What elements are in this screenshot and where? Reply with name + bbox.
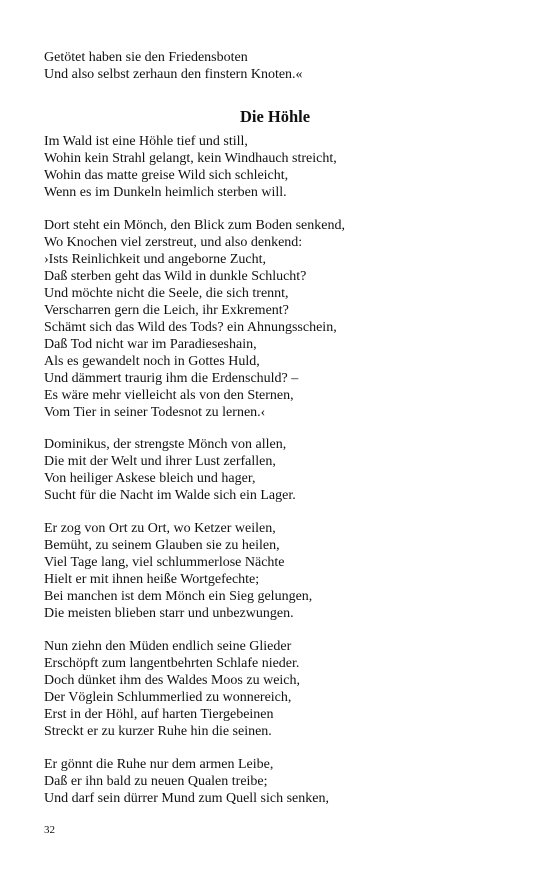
verse-line: Daß sterben geht das Wild in dunkle Schlucht? bbox=[44, 269, 307, 284]
verse-line: Getötet haben sie den Friedensboten bbox=[44, 50, 248, 65]
verse-line: Erschöpft zum langentbehrten Schlafe nieder. bbox=[44, 656, 300, 671]
verse-line: Wohin kein Strahl gelangt, kein Windhauch streicht, bbox=[44, 151, 337, 166]
verse-line: Und dämmert traurig ihm die Erdenschuld? – bbox=[44, 371, 299, 386]
verse-line: Daß Tod nicht war im Paradieseshain, bbox=[44, 337, 257, 352]
verse-line: Dort steht ein Mönch, den Blick zum Boden senkend, bbox=[44, 218, 345, 233]
verse-line: Im Wald ist eine Höhle tief und still, bbox=[44, 134, 248, 149]
verse-line: Die meisten blieben starr und unbezwungen. bbox=[44, 606, 294, 621]
stanza-4 bbox=[44, 520, 514, 622]
verse-line: Schämt sich das Wild des Tods? ein Ahnungsschein, bbox=[44, 320, 337, 335]
verse-line: Sucht für die Nacht im Walde sich ein Lager. bbox=[44, 488, 296, 503]
stanza-6 bbox=[44, 756, 514, 807]
verse-line: Bemüht, zu seinem Glauben sie zu heilen, bbox=[44, 538, 280, 553]
verse-line: ›Ists Reinlichkeit und angeborne Zucht, bbox=[44, 252, 266, 267]
verse-line: Dominikus, der strengste Mönch von allen, bbox=[44, 437, 287, 452]
verse-line: Er zog von Ort zu Ort, wo Ketzer weilen, bbox=[44, 521, 276, 536]
verse-line: Viel Tage lang, viel schlummerlose Nächte bbox=[44, 555, 285, 570]
verse-line: Wenn es im Dunkeln heimlich sterben will. bbox=[44, 185, 287, 200]
verse-line: Als es gewandelt noch in Gottes Huld, bbox=[44, 354, 260, 369]
verse-line: Doch dünket ihm des Waldes Moos zu weich, bbox=[44, 673, 301, 688]
poem-title: Die Höhle bbox=[239, 107, 311, 126]
stanza-2 bbox=[44, 217, 514, 421]
verse-line: Streckt er zu kurzer Ruhe hin die seinen. bbox=[44, 724, 272, 739]
verse-line: Verscharren gern die Leich, ihr Exkrement? bbox=[44, 303, 289, 318]
verse-line: Und also selbst zerhaun den finstern Knoten.« bbox=[44, 67, 303, 82]
stanza-5 bbox=[44, 638, 514, 740]
verse-line: Nun ziehn den Müden endlich seine Glieder bbox=[44, 639, 292, 654]
verse-line: Die mit der Welt und ihrer Lust zerfallen, bbox=[44, 454, 276, 469]
verse-line: Daß er ihn bald zu neuen Qualen treibe; bbox=[44, 774, 268, 789]
verse-line: Hielt er mit ihnen heiße Wortgefechte; bbox=[44, 572, 260, 587]
verse-line: Erst in der Höhl, auf harten Tiergebeinen bbox=[44, 707, 274, 722]
verse-line: Er gönnt die Ruhe nur dem armen Leibe, bbox=[44, 757, 274, 772]
stanza-3 bbox=[44, 436, 514, 504]
verse-line: Bei manchen ist dem Mönch ein Sieg gelungen, bbox=[44, 589, 313, 604]
verse-line: Von heiliger Askese bleich und hager, bbox=[44, 471, 256, 486]
verse-line: Der Vöglein Schlummerlied zu wonnereich, bbox=[44, 690, 292, 705]
stanza-1 bbox=[44, 133, 514, 201]
verse-line: Und darf sein dürrer Mund zum Quell sich senken, bbox=[44, 791, 329, 806]
verse-line: Es wäre mehr vielleicht als von den Sternen, bbox=[44, 388, 294, 403]
verse-line: Vom Tier in seiner Todesnot zu lernen.‹ bbox=[44, 405, 266, 420]
verse-line: Wo Knochen viel zerstreut, und also denkend: bbox=[44, 235, 303, 250]
verse-line: Und möchte nicht die Seele, die sich trennt, bbox=[44, 286, 289, 301]
verse-line: Wohin das matte greise Wild sich schleicht, bbox=[44, 168, 289, 183]
previous-poem-ending bbox=[44, 49, 514, 83]
page-number: 32 bbox=[44, 824, 55, 836]
